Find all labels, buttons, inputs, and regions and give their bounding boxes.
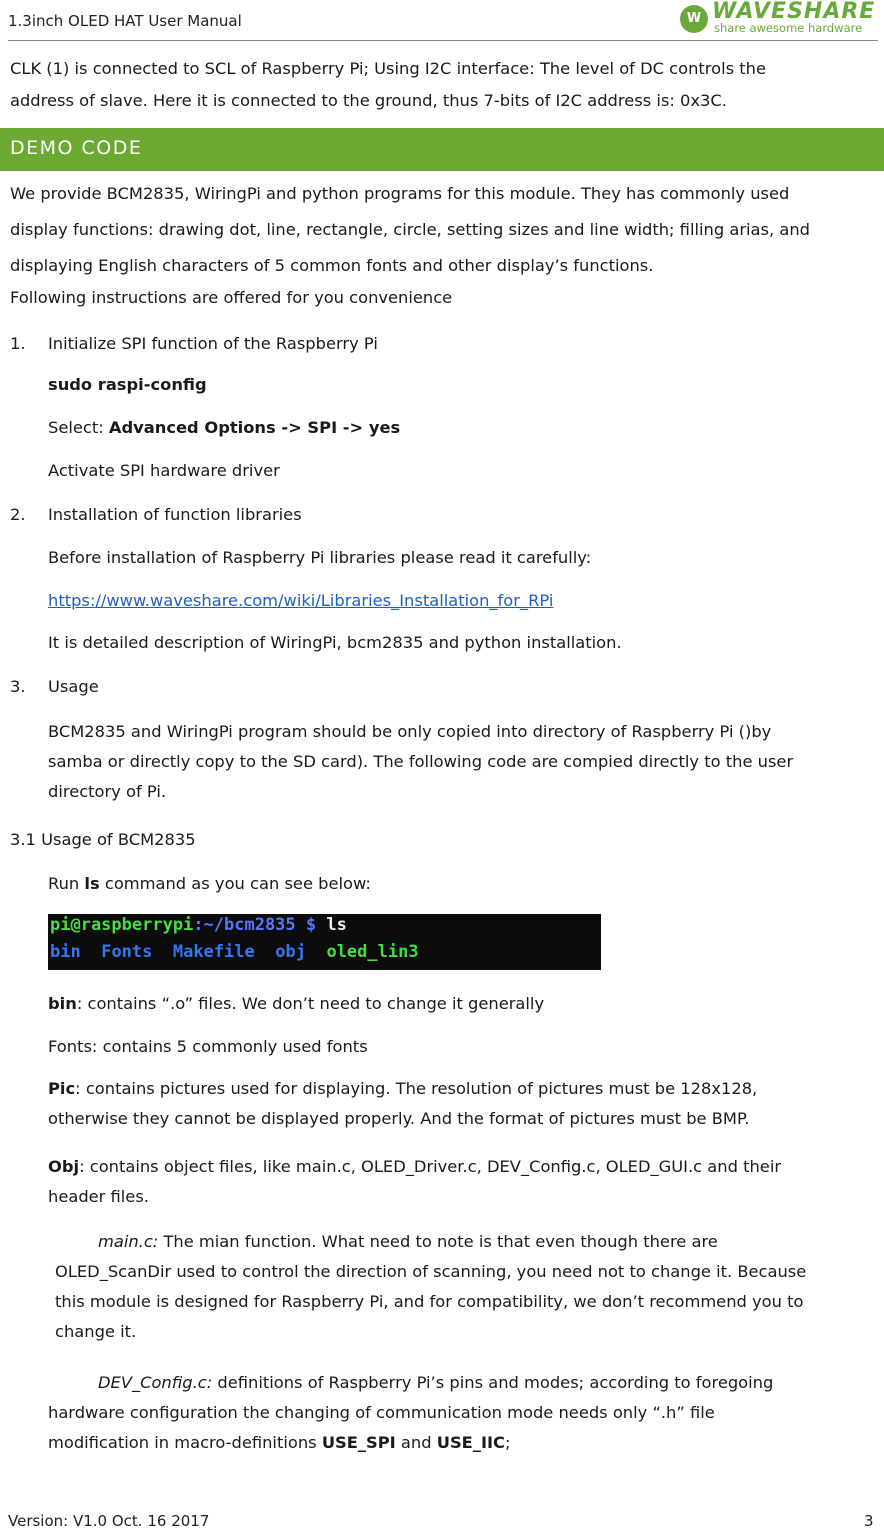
devc-line-1 (48, 1368, 873, 1398)
devc-label: DEV_Config.c: (98, 1373, 213, 1392)
obj-line-1 (48, 1152, 873, 1182)
logo-tagline: share awesome hardware (714, 21, 863, 35)
intro-paragraph (10, 53, 876, 117)
step-2-line-1: Before installation of Raspberry Pi libraries please read it carefully: (48, 548, 592, 567)
obj-label: Obj (48, 1157, 80, 1176)
devc-end: ; (505, 1433, 511, 1452)
devc-entry (48, 1368, 873, 1458)
step-2-line-2: It is detailed description of WiringPi, bcm2835 and python installation. (48, 633, 622, 652)
pic-label: Pic (48, 1079, 76, 1098)
mainc-line-1 (55, 1227, 877, 1257)
terminal-command: ls (316, 915, 347, 935)
devc-line-3 (48, 1428, 873, 1458)
footer-version: Version: V1.0 Oct. 16 2017 (8, 1512, 210, 1530)
bin-label: bin (48, 994, 77, 1013)
step-3-line-1: BCM2835 and WiringPi program should be only copied into directory of Raspberry Pi ()by (48, 722, 772, 741)
step-3-line-3: directory of Pi. (48, 782, 167, 801)
pic-line-1 (48, 1074, 873, 1104)
terminal-entry: Fonts (101, 942, 153, 962)
bin-text: : contains “.o” files. We don’t need to change it generally (76, 994, 545, 1013)
run-post: command as you can see below: (99, 874, 371, 893)
section-heading-bar (0, 128, 884, 171)
step-1-select (48, 418, 400, 437)
logo-mark-icon: W (680, 5, 708, 33)
step-3-line-2: samba or directly copy to the SD card). The following code are compied directly to the user (48, 752, 794, 771)
libraries-link[interactable]: https://www.waveshare.com/wiki/Libraries_Installation_for_RPi (48, 591, 554, 610)
step-1-command (48, 375, 207, 394)
step-1-number: 1. (10, 334, 26, 353)
use-spi-macro: USE_SPI (321, 1433, 396, 1452)
terminal-prompt: pi@raspberrypi (50, 915, 194, 935)
terminal-path: :~/bcm2835 $ (193, 915, 317, 935)
step-3-paragraph (48, 717, 873, 807)
mainc-line-2: OLED_ScanDir used to control the direction of scanning, you need not to change it. Because (55, 1262, 807, 1281)
pic-entry (48, 1074, 873, 1134)
step-2-number: 2. (10, 505, 26, 524)
fonts-entry: Fonts: contains 5 commonly used fonts (48, 1037, 368, 1056)
header-divider (8, 40, 878, 41)
instructions-intro: Following instructions are offered for you convenience (10, 288, 453, 307)
devc-and: and (395, 1433, 437, 1452)
description-line-1: We provide BCM2835, WiringPi and python programs for this module. They has commonly used (10, 184, 790, 203)
bin-entry (48, 994, 544, 1013)
devc-text-3: modification in macro-definitions (48, 1433, 322, 1452)
mainc-label: main.c: (98, 1232, 159, 1251)
description-line-2: display functions: drawing dot, line, rectangle, circle, setting sizes and line width; filling arias, and (10, 220, 810, 239)
obj-line-2: header files. (48, 1187, 149, 1206)
run-pre: Run (48, 874, 85, 893)
obj-text-1: : contains object files, like main.c, OLED_Driver.c, DEV_Config.c, OLED_GUI.c and their (79, 1157, 782, 1176)
select-label: Select: (48, 418, 109, 437)
mainc-line-4: change it. (55, 1322, 137, 1341)
description-paragraph (10, 176, 876, 284)
terminal-entry: obj (275, 942, 306, 962)
step-3-title: Usage (48, 677, 99, 696)
terminal-entry: bin (50, 942, 81, 962)
obj-entry (48, 1152, 873, 1212)
intro-line-2: address of slave. Here it is connected to the ground, thus 7-bits of I2C address is: 0x3C. (10, 91, 727, 110)
pic-text-1: : contains pictures used for displaying. The resolution of pictures must be 128x128, (75, 1079, 758, 1098)
step-1-note: Activate SPI hardware driver (48, 461, 280, 480)
page-number: 3 (864, 1512, 874, 1530)
terminal-output-line (50, 942, 419, 962)
select-value: Advanced Options -> SPI -> yes (108, 418, 401, 437)
mainc-text-1: The mian function. What need to note is that even though there are (158, 1232, 718, 1251)
waveshare-logo (680, 0, 876, 36)
devc-text-1: definitions of Raspberry Pi’s pins and modes; according to foregoing (212, 1373, 774, 1392)
intro-line-1: CLK (1) is connected to SCL of Raspberry Pi; Using I2C interface: The level of DC controls the (10, 59, 766, 78)
subsection-title: 3.1 Usage of BCM2835 (10, 830, 196, 849)
mainc-entry (55, 1227, 877, 1347)
step-1-command-text: sudo raspi-config (48, 375, 207, 394)
devc-line-2: hardware configuration the changing of communication mode needs only “.h” file (48, 1403, 715, 1422)
terminal-prompt-line (50, 915, 347, 935)
terminal-entry-executable: oled_lin3 (326, 942, 419, 962)
logo-brand: WAVESHARE (712, 0, 876, 24)
step-2-title: Installation of function libraries (48, 505, 302, 524)
section-heading: DEMO CODE (10, 137, 143, 159)
document-title: 1.3inch OLED HAT User Manual (8, 12, 242, 30)
step-3-number: 3. (10, 677, 26, 696)
pic-line-2: otherwise they cannot be displayed properly. And the format of pictures must be BMP. (48, 1109, 750, 1128)
terminal-entry: Makefile (172, 942, 255, 962)
use-iic-macro: USE_IIC (436, 1433, 506, 1452)
mainc-line-3: this module is designed for Raspberry Pi, and for compatibility, we don’t recommend you to (55, 1292, 804, 1311)
terminal-screenshot (48, 914, 601, 970)
run-command: ls (84, 874, 100, 893)
run-instruction (48, 874, 371, 893)
step-1-title: Initialize SPI function of the Raspberry Pi (48, 334, 378, 353)
description-line-3: displaying English characters of 5 common fonts and other display’s functions. (10, 256, 654, 275)
